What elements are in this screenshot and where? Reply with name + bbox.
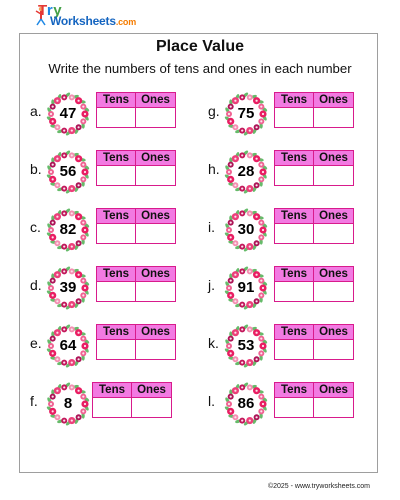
tens-answer-cell[interactable] (97, 340, 136, 359)
brand-com-text: .com (115, 17, 137, 27)
exercise-item (30, 92, 200, 136)
exercise-item (208, 382, 378, 426)
tens-answer-cell[interactable] (93, 398, 132, 417)
exercise-number: 8 (63, 395, 73, 412)
tens-answer-cell[interactable] (275, 398, 314, 417)
tens-ones-table (274, 208, 354, 244)
exercise-number: 56 (59, 163, 77, 180)
tens-ones-table (96, 92, 176, 128)
ones-answer-cell[interactable] (314, 224, 353, 243)
tens-header: Tens (97, 267, 136, 282)
ones-header: Ones (314, 267, 353, 282)
tens-answer-cell[interactable] (275, 224, 314, 243)
exercise-number: 82 (59, 221, 77, 238)
ones-answer-cell[interactable] (132, 398, 171, 417)
exercise-label: g. (208, 103, 220, 119)
exercise-item (30, 382, 200, 426)
tens-header: Tens (275, 325, 314, 340)
brand-try-text: Try (38, 2, 63, 19)
tens-header: Tens (97, 325, 136, 340)
exercise-label: l. (208, 393, 215, 409)
ones-answer-cell[interactable] (136, 282, 175, 301)
ones-header: Ones (136, 325, 175, 340)
tens-ones-table (92, 382, 172, 418)
exercise-item (30, 150, 200, 194)
ones-header: Ones (314, 325, 353, 340)
footer-copyright: ©2025 - www.tryworksheets.com (267, 483, 370, 490)
tens-answer-cell[interactable] (97, 282, 136, 301)
exercise-number: 53 (237, 337, 255, 354)
tens-header: Tens (97, 209, 136, 224)
ones-header: Ones (136, 151, 175, 166)
tens-header: Tens (275, 383, 314, 398)
ones-answer-cell[interactable] (136, 340, 175, 359)
tens-answer-cell[interactable] (275, 108, 314, 127)
ones-answer-cell[interactable] (314, 166, 353, 185)
tens-ones-table (274, 382, 354, 418)
exercise-item (208, 150, 378, 194)
tens-header: Tens (275, 209, 314, 224)
exercise-item (30, 324, 200, 368)
ones-header: Ones (314, 93, 353, 108)
tens-header: Tens (275, 151, 314, 166)
ones-header: Ones (314, 209, 353, 224)
exercise-label: h. (208, 161, 220, 177)
tens-ones-table (274, 150, 354, 186)
exercise-label: a. (30, 103, 42, 119)
tens-ones-table (274, 324, 354, 360)
tens-ones-table (96, 266, 176, 302)
ones-header: Ones (136, 209, 175, 224)
tens-answer-cell[interactable] (97, 224, 136, 243)
exercise-number: 91 (237, 279, 255, 296)
tens-answer-cell[interactable] (275, 340, 314, 359)
exercise-item (208, 208, 378, 252)
tens-answer-cell[interactable] (275, 282, 314, 301)
exercise-number: 28 (237, 163, 255, 180)
exercise-label: d. (30, 277, 42, 293)
worksheet-title: Place Value (155, 38, 245, 55)
exercise-item (208, 266, 378, 310)
tens-ones-table (96, 150, 176, 186)
exercise-number: 39 (59, 279, 77, 296)
exercise-item (30, 266, 200, 310)
tens-header: Tens (97, 93, 136, 108)
brand-logo (38, 2, 148, 32)
exercise-item (208, 324, 378, 368)
tens-header: Tens (97, 151, 136, 166)
ones-answer-cell[interactable] (314, 282, 353, 301)
ones-header: Ones (136, 267, 175, 282)
ones-answer-cell[interactable] (136, 166, 175, 185)
tens-answer-cell[interactable] (97, 166, 136, 185)
exercise-item (208, 92, 378, 136)
tens-header: Tens (93, 383, 132, 398)
tens-answer-cell[interactable] (275, 166, 314, 185)
tens-answer-cell[interactable] (97, 108, 136, 127)
exercise-label: i. (208, 219, 215, 235)
tens-header: Tens (275, 267, 314, 282)
ones-header: Ones (314, 151, 353, 166)
ones-header: Ones (132, 383, 171, 398)
exercise-item (30, 208, 200, 252)
exercise-number: 30 (237, 221, 255, 238)
exercise-label: f. (30, 393, 38, 409)
ones-answer-cell[interactable] (136, 224, 175, 243)
brand-worksheets (50, 14, 136, 28)
ones-answer-cell[interactable] (314, 398, 353, 417)
ones-answer-cell[interactable] (314, 108, 353, 127)
exercise-number: 75 (237, 105, 255, 122)
tens-header: Tens (275, 93, 314, 108)
exercise-label: j. (208, 277, 215, 293)
tens-ones-table (274, 92, 354, 128)
worksheet-instruction: Write the numbers of tens and ones in each number (48, 61, 352, 76)
exercise-number: 64 (59, 337, 77, 354)
brand-worksheets-text: Worksheets (50, 14, 116, 28)
exercise-label: c. (30, 219, 41, 235)
exercise-label: e. (30, 335, 42, 351)
ones-answer-cell[interactable] (314, 340, 353, 359)
ones-header: Ones (314, 383, 353, 398)
tens-ones-table (96, 208, 176, 244)
exercise-number: 86 (237, 395, 255, 412)
exercise-number: 47 (59, 105, 77, 122)
ones-header: Ones (136, 93, 175, 108)
tens-ones-table (274, 266, 354, 302)
tens-ones-table (96, 324, 176, 360)
ones-answer-cell[interactable] (136, 108, 175, 127)
exercise-label: k. (208, 335, 219, 351)
exercise-label: b. (30, 161, 42, 177)
